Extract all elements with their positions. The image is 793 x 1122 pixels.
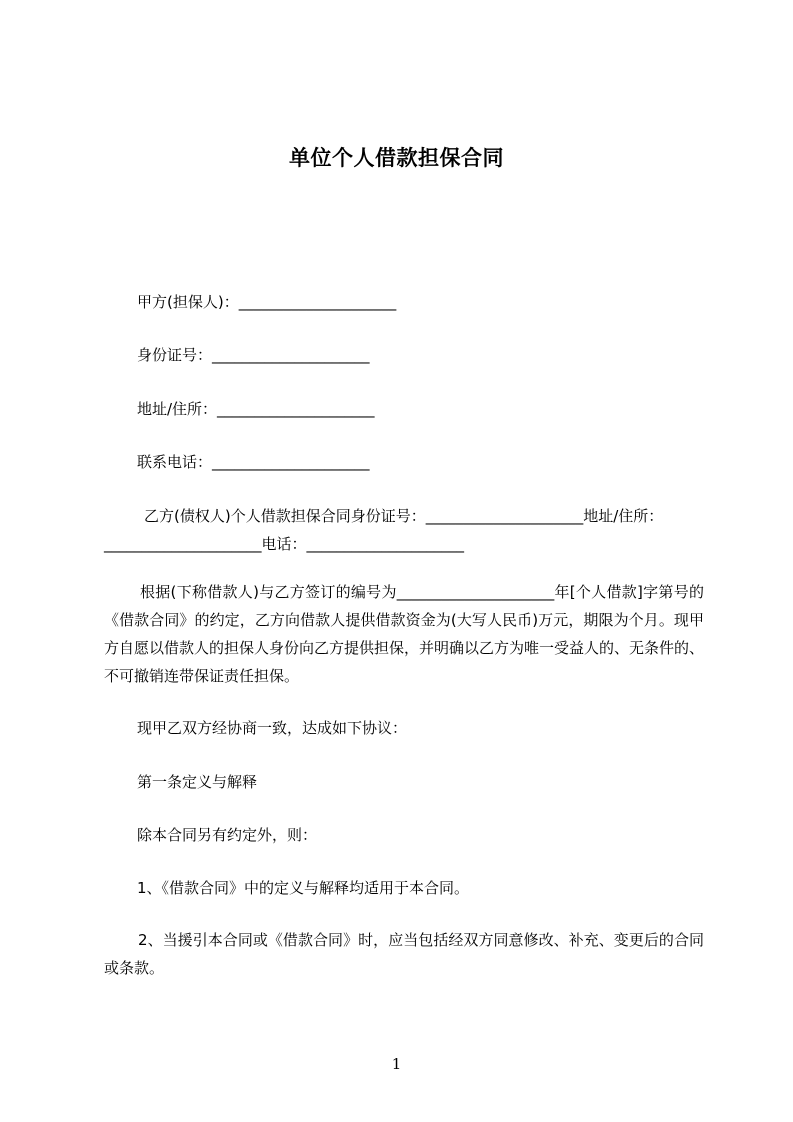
agreement-line: 现甲乙双方经协商一致，达成如下协议：	[137, 719, 408, 737]
item-2: 2、当援引本合同或《借款合同》时，应当包括经双方同意修改、补充、变更后的合同或条款。	[104, 931, 704, 977]
party-a-address-line: 地址/住所：_____________________	[137, 400, 375, 418]
article-1-heading: 第一条定义与解释	[137, 773, 258, 791]
unless-line: 除本合同另有约定外，则：	[137, 826, 318, 844]
party-b-line-2: _____________________电话：_____________________	[104, 535, 465, 553]
document-title: 单位个人借款担保合同	[289, 146, 504, 170]
item-1: 1、《借款合同》中的定义与解释均适用于本合同。	[137, 879, 470, 897]
party-a-label: 甲方(担保人)：_____________________	[137, 293, 397, 311]
party-a-id-line: 身份证号：_____________________	[137, 346, 370, 364]
party-b-line-1: 乙方(债权人)个人借款担保合同身份证号：_____________________地址/住所：	[144, 507, 664, 525]
basis-paragraph: 根据(下称借款人)与乙方签订的编号为_____________________年[个人借款]字第号的《借款合同》的约定，乙方向借款人提供借款资金为(大写人民币)万元，期限为个月。现甲方自愿以借款人的担保人身份向乙方提供担保，并明确以乙方为唯一受益人的、无条件的、不可撤销连带保证责任担保。	[104, 583, 705, 685]
page-number: 1	[391, 1055, 402, 1073]
party-a-phone-line: 联系电话：_____________________	[137, 453, 370, 471]
